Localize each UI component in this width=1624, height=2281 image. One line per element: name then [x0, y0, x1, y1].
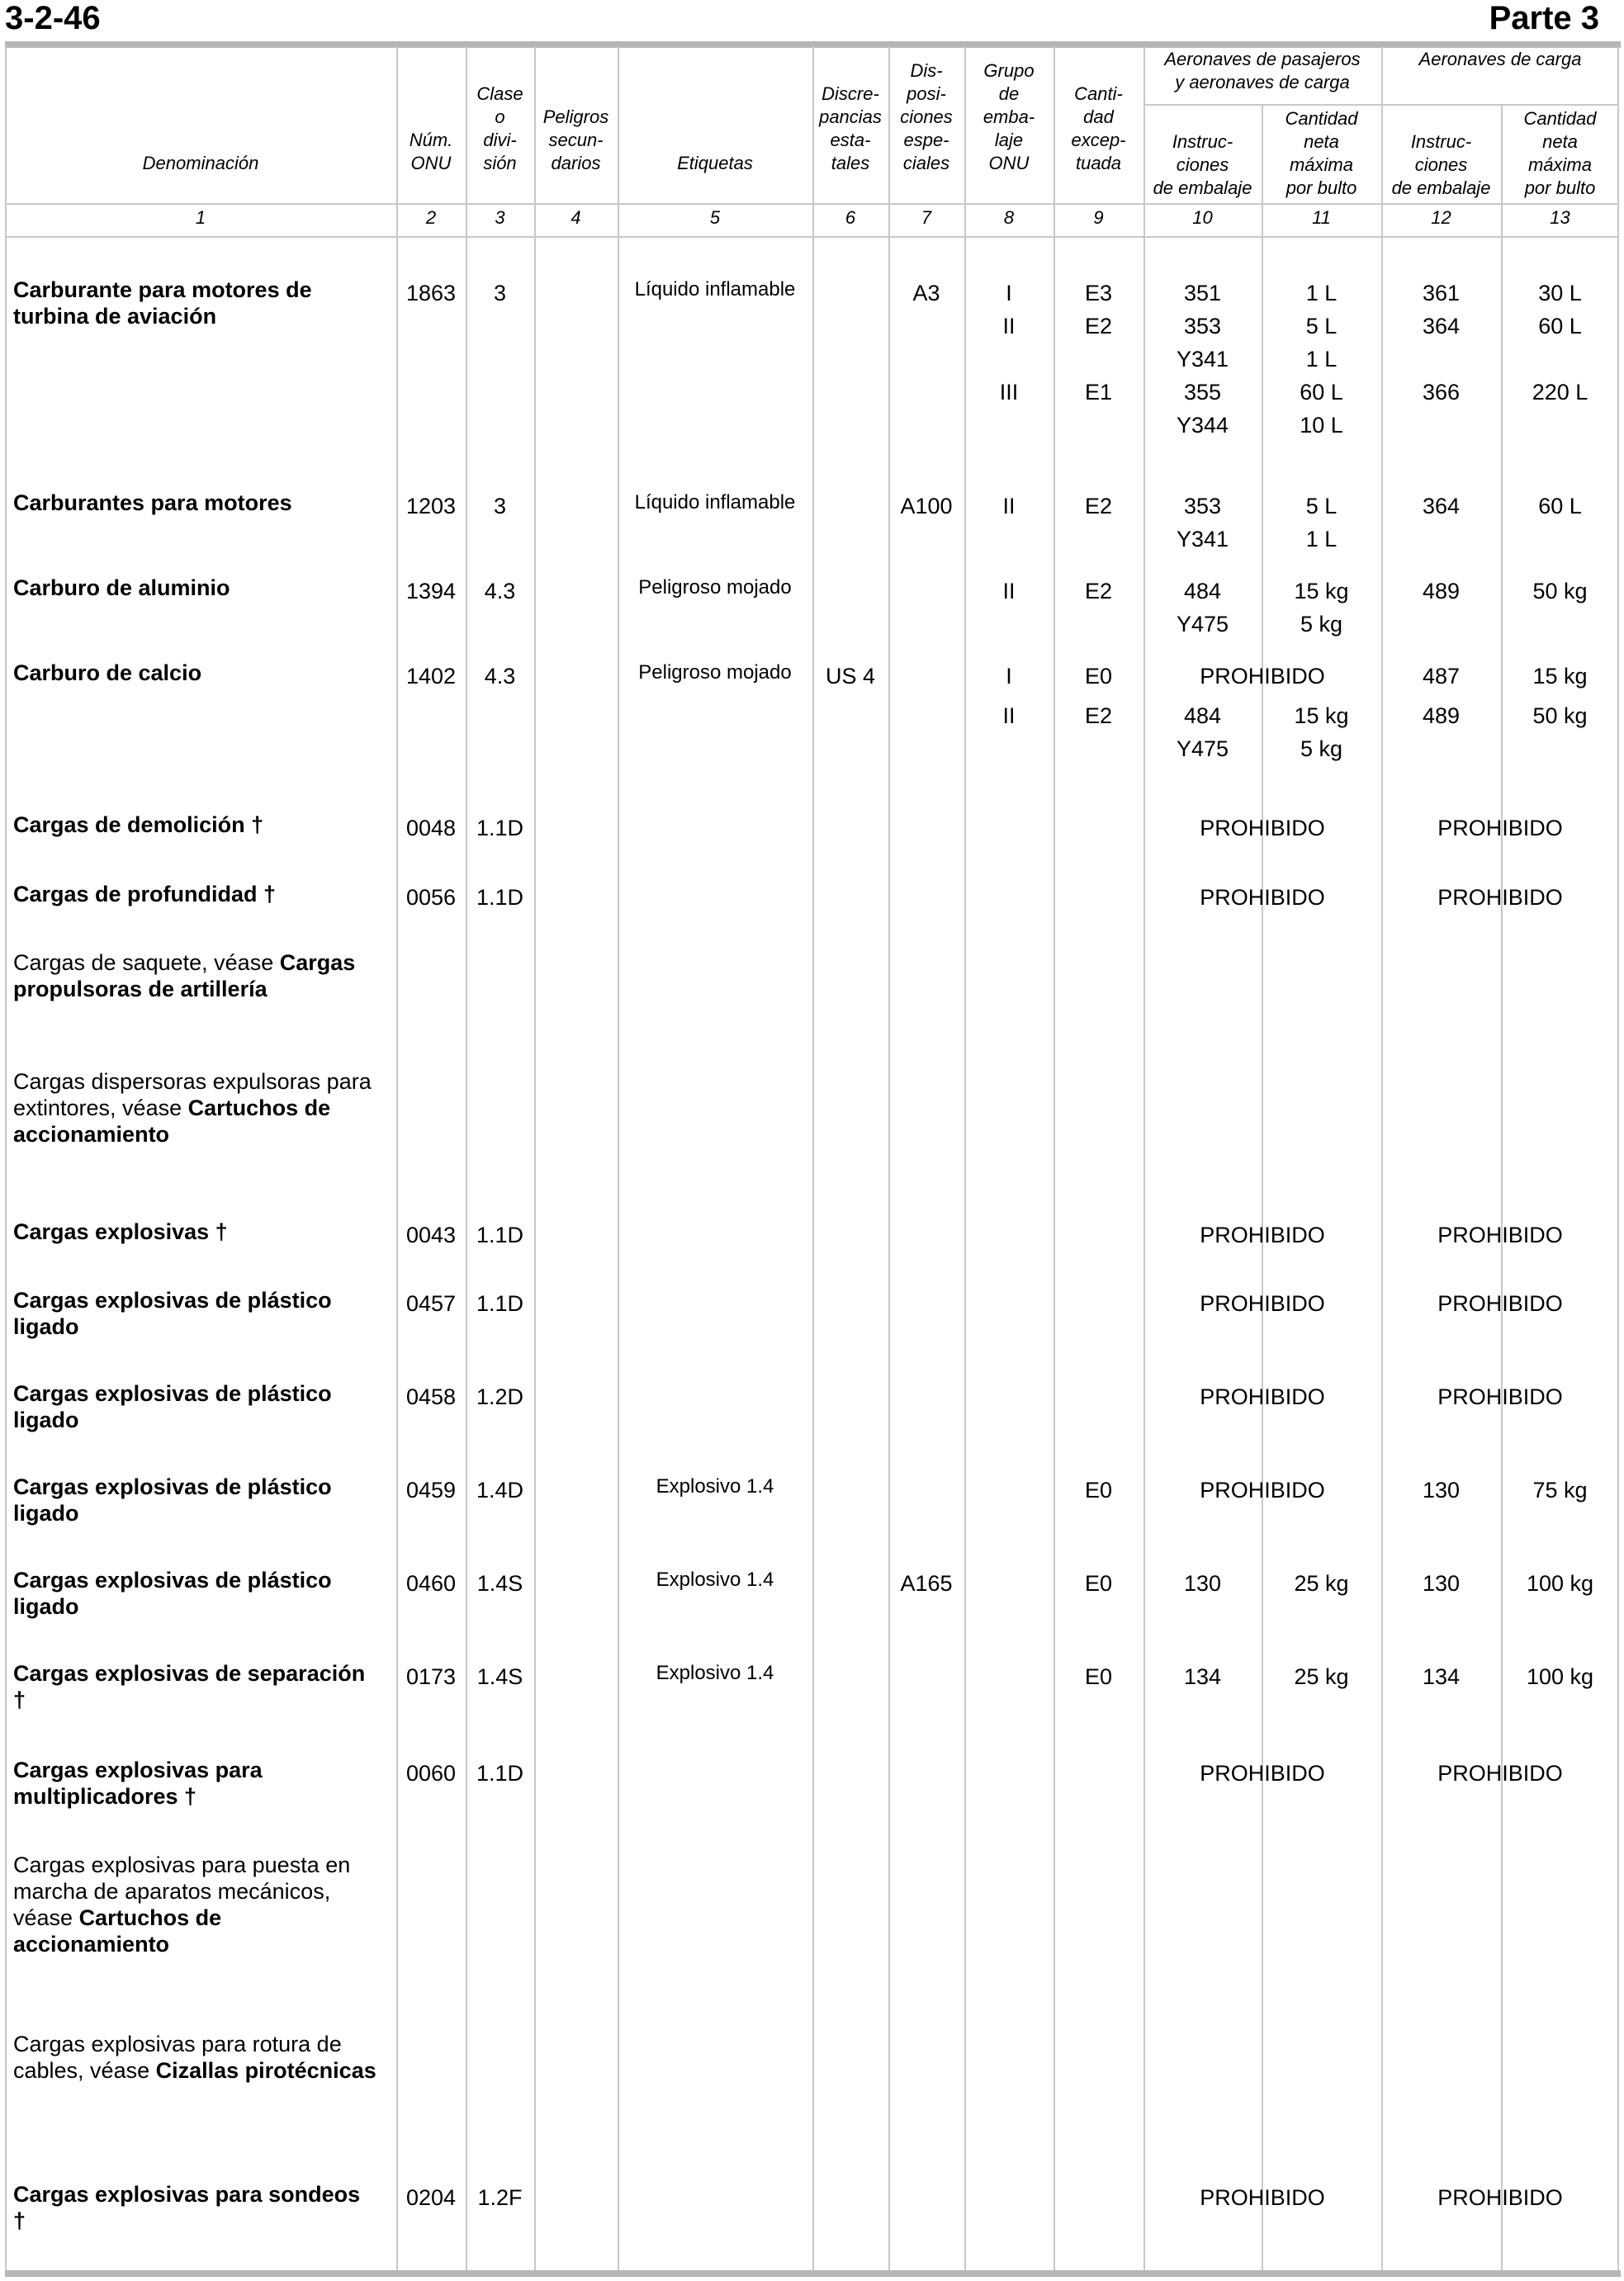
packing-instruction: 484: [1183, 579, 1222, 603]
entry-cross-reference: [13, 1068, 376, 1148]
cargo-packing-instruction: 487: [1422, 664, 1461, 689]
entry-name-bold: Cargas de demolición †: [13, 812, 264, 837]
col-header-cargo-packing-instruction: Instruc- ciones de embalaje: [1391, 131, 1491, 198]
col-header-class: Clase o divi- sión: [476, 83, 523, 173]
cargo-prohibited: PROHIBIDO: [1437, 885, 1563, 910]
excepted-quantity: E1: [1084, 380, 1113, 405]
col-header-excepted-quantity: Canti- dad excep- tuada: [1071, 83, 1126, 173]
entry-name: [13, 1380, 376, 1433]
packing-group: III: [999, 380, 1019, 405]
col-number: 2: [425, 207, 437, 228]
entry-name: [13, 881, 376, 907]
hazard-label: Líquido inflamable: [634, 278, 796, 301]
packing-instruction: 484: [1183, 703, 1222, 728]
packing-group: I: [1006, 281, 1012, 305]
hazard-class: 1.1D: [476, 885, 524, 910]
entry-name-bold: Cargas explosivas de plástico ligado: [13, 1474, 332, 1526]
un-number: 0459: [405, 1478, 457, 1503]
cargo-prohibited: PROHIBIDO: [1437, 1761, 1563, 1786]
entry-name-bold: Cizallas pirotécnicas: [155, 2058, 376, 2083]
excepted-quantity: E2: [1084, 703, 1113, 728]
hazard-class: 1.4S: [476, 1571, 523, 1596]
entry-name-bold: Cargas explosivas †: [13, 1219, 228, 1244]
entry-name-plain: Cargas de saquete, véase: [13, 950, 280, 975]
page-section-number: 3-2-46: [5, 0, 101, 36]
un-number: 0043: [405, 1223, 457, 1247]
column-divider: [812, 46, 814, 2270]
col-number: 11: [1312, 207, 1331, 228]
excepted-quantity: E0: [1084, 1571, 1113, 1596]
cargo-prohibited: PROHIBIDO: [1437, 1384, 1563, 1409]
column-divider: [396, 46, 398, 2270]
un-number: 0204: [405, 2185, 457, 2210]
hazard-class: 1.1D: [476, 816, 524, 840]
passenger-prohibited: PROHIBIDO: [1200, 1291, 1325, 1316]
hazard-class: 1.4D: [476, 1478, 524, 1503]
packing-instruction: Y341: [1176, 527, 1229, 551]
entry-cross-reference: [13, 1852, 376, 1957]
max-net-quantity: 15 kg: [1294, 703, 1349, 728]
excepted-quantity: E2: [1084, 579, 1113, 603]
un-number: 1394: [405, 579, 457, 603]
passenger-prohibited: PROHIBIDO: [1200, 2185, 1325, 2210]
un-number: 0460: [405, 1571, 457, 1596]
max-net-quantity: 5 kg: [1300, 736, 1343, 761]
un-number: 0048: [405, 816, 457, 840]
cargo-prohibited: PROHIBIDO: [1437, 816, 1563, 840]
cargo-packing-instruction: 364: [1422, 314, 1461, 338]
entry-name: [13, 1567, 376, 1620]
excepted-quantity: E2: [1084, 494, 1113, 518]
col-header-max-net-quantity: Cantidad neta máxima por bulto: [1285, 108, 1358, 198]
packing-instruction: 353: [1183, 314, 1222, 338]
group-header-rule: [1143, 104, 1619, 106]
packing-instruction: 351: [1183, 281, 1222, 305]
entry-name-plain: Cargas explosivas para rotura de cables, véase: [13, 2032, 342, 2083]
entry-name: [13, 2181, 376, 2234]
packing-group: II: [1002, 494, 1016, 518]
cargo-max-net-quantity: 100 kg: [1526, 1664, 1594, 1689]
un-number: 0457: [405, 1291, 457, 1316]
cargo-packing-instruction: 366: [1422, 380, 1461, 405]
excepted-quantity: E0: [1084, 664, 1113, 689]
max-net-quantity: 5 kg: [1300, 612, 1343, 637]
col-number: 6: [845, 207, 856, 228]
entry-name-bold: Cargas propulsoras de artillería: [13, 950, 356, 1001]
entry-name-bold: Cargas explosivas de plástico ligado: [13, 1381, 332, 1432]
max-net-quantity: 1 L: [1305, 281, 1338, 305]
hazard-label: Líquido inflamable: [634, 491, 796, 513]
page-part-label: Parte 3: [1489, 0, 1599, 36]
col-header-denominacion: Denominación: [142, 153, 259, 173]
col-header-packing-instruction: Instruc- ciones de embalaje: [1153, 131, 1252, 198]
column-divider: [888, 46, 890, 2270]
packing-instruction: 355: [1183, 380, 1222, 405]
excepted-quantity: E3: [1084, 281, 1113, 305]
column-divider: [466, 46, 467, 2270]
col-header-special-provisions: Dis- posi- ciones espe- ciales: [900, 60, 953, 173]
cargo-prohibited: PROHIBIDO: [1437, 1291, 1563, 1316]
un-number: 0056: [405, 885, 457, 910]
col-header-labels: Etiquetas: [677, 153, 753, 173]
max-net-quantity: 1 L: [1305, 347, 1338, 371]
special-provision: A100: [900, 494, 953, 518]
entry-name: [13, 1219, 376, 1245]
passenger-prohibited: PROHIBIDO: [1200, 885, 1325, 910]
entry-name-plain: Cargas dispersoras expulsoras para extintores, véase: [13, 1069, 372, 1120]
packing-group: I: [1006, 664, 1012, 689]
col-number: 13: [1550, 207, 1570, 228]
cargo-max-net-quantity: 220 L: [1532, 380, 1588, 405]
cargo-packing-instruction: 134: [1422, 1664, 1461, 1689]
hazard-class: 1.1D: [476, 1223, 524, 1247]
excepted-quantity: E0: [1084, 1664, 1113, 1689]
packing-instruction: Y475: [1176, 736, 1229, 761]
passenger-prohibited: PROHIBIDO: [1200, 664, 1325, 689]
cargo-max-net-quantity: 30 L: [1538, 281, 1582, 305]
passenger-prohibited: PROHIBIDO: [1200, 1223, 1325, 1247]
un-number: 1863: [405, 281, 457, 305]
col-number: 12: [1431, 207, 1451, 228]
entry-name: [13, 1287, 376, 1340]
packing-group: II: [1002, 579, 1016, 603]
entry-name-bold: Cargas explosivas de plástico ligado: [13, 1288, 332, 1339]
packing-group: II: [1002, 314, 1016, 338]
entry-cross-reference: [13, 2031, 376, 2084]
entry-name-bold: Cargas explosivas para sondeos †: [13, 2182, 361, 2233]
cargo-packing-instruction: 130: [1422, 1571, 1461, 1596]
hazard-label: Explosivo 1.4: [656, 1662, 774, 1684]
hazard-class: 1.4S: [476, 1664, 523, 1689]
special-provision: A3: [912, 281, 940, 305]
column-divider: [618, 46, 619, 2270]
passenger-prohibited: PROHIBIDO: [1200, 1761, 1325, 1786]
packing-instruction: Y475: [1176, 612, 1229, 637]
entry-name: [13, 490, 376, 516]
cargo-packing-instruction: 489: [1422, 703, 1461, 728]
passenger-prohibited: PROHIBIDO: [1200, 1384, 1325, 1409]
col-group-passenger-cargo-aircraft: Aeronaves de pasajeros y aeronaves de carga: [1164, 49, 1361, 92]
entry-name-bold: Cargas de profundidad †: [13, 882, 277, 906]
col-header-un-number: Núm. ONU: [409, 130, 453, 173]
entry-name-bold: Cargas explosivas para multiplicadores †: [13, 1758, 263, 1809]
cargo-max-net-quantity: 50 kg: [1532, 703, 1588, 728]
un-number: 1203: [405, 494, 457, 518]
max-net-quantity: 15 kg: [1294, 579, 1349, 603]
entry-name: [13, 1757, 376, 1810]
cargo-max-net-quantity: 100 kg: [1526, 1571, 1594, 1596]
column-divider: [1501, 104, 1503, 2270]
hazard-class: 4.3: [484, 664, 516, 689]
col-number: 7: [921, 207, 932, 228]
entry-name-bold: Carburante para motores de turbina de aviación: [13, 277, 312, 329]
entry-name: [13, 1474, 376, 1526]
max-net-quantity: 60 L: [1300, 380, 1343, 405]
packing-instruction: 130: [1183, 1571, 1222, 1596]
entry-name-bold: Carburo de calcio: [13, 660, 202, 685]
max-net-quantity: 10 L: [1300, 413, 1343, 438]
entry-name: [13, 277, 376, 329]
entry-name: [13, 660, 376, 686]
max-net-quantity: 1 L: [1305, 527, 1338, 551]
entry-name: [13, 575, 376, 601]
header-rule: [5, 203, 1619, 205]
hazard-class: 1.2D: [476, 1384, 524, 1409]
col-number: 9: [1093, 207, 1104, 228]
packing-instruction: 353: [1183, 494, 1222, 518]
entry-name-bold: Cargas explosivas de plástico ligado: [13, 1568, 332, 1619]
col-number: 4: [571, 207, 581, 228]
entry-name-bold: Carburo de aluminio: [13, 575, 230, 600]
cargo-packing-instruction: 361: [1422, 281, 1461, 305]
max-net-quantity: 25 kg: [1294, 1664, 1349, 1689]
excepted-quantity: E0: [1084, 1478, 1113, 1503]
cargo-packing-instruction: 364: [1422, 494, 1461, 518]
packing-instruction: Y341: [1176, 347, 1229, 371]
entry-name: [13, 1660, 376, 1713]
hazard-class: 4.3: [484, 579, 516, 603]
cargo-max-net-quantity: 60 L: [1538, 494, 1582, 518]
passenger-prohibited: PROHIBIDO: [1200, 816, 1325, 840]
packing-instruction: 134: [1183, 1664, 1222, 1689]
cargo-prohibited: PROHIBIDO: [1437, 1223, 1563, 1247]
entry-name-bold: Cartuchos de accionamiento: [13, 1905, 222, 1957]
col-number: 10: [1192, 207, 1213, 228]
col-number: 5: [709, 207, 721, 228]
hazard-class: 1.2F: [477, 2185, 523, 2210]
max-net-quantity: 25 kg: [1294, 1571, 1349, 1596]
col-header-cargo-max-net-quantity: Cantidad neta máxima por bulto: [1523, 108, 1597, 198]
col-header-state-variations: Discre- pancias esta- tales: [819, 83, 882, 173]
passenger-prohibited: PROHIBIDO: [1200, 1478, 1325, 1503]
cargo-max-net-quantity: 60 L: [1538, 314, 1582, 338]
entry-name-bold: Cartuchos de accionamiento: [13, 1096, 331, 1147]
column-divider: [534, 46, 536, 2270]
max-net-quantity: 5 L: [1305, 494, 1338, 518]
col-number: 3: [495, 207, 505, 228]
cargo-packing-instruction: 489: [1422, 579, 1461, 603]
packing-instruction: Y344: [1176, 413, 1229, 438]
cargo-max-net-quantity: 75 kg: [1532, 1478, 1588, 1503]
un-number: 0173: [405, 1664, 457, 1689]
cargo-packing-instruction: 130: [1422, 1478, 1461, 1503]
col-group-cargo-aircraft: Aeronaves de carga: [1418, 49, 1582, 69]
max-net-quantity: 5 L: [1305, 314, 1338, 338]
excepted-quantity: E2: [1084, 314, 1113, 338]
un-number: 0060: [405, 1761, 457, 1786]
entry-name-bold: Carburantes para motores: [13, 490, 292, 515]
hazard-class: 1.1D: [476, 1291, 524, 1316]
col-header-subsidiary-hazards: Peligros secun- darios: [542, 106, 609, 173]
table-left-border: [5, 46, 7, 2270]
hazard-label: Peligroso mojado: [638, 661, 792, 684]
entry-name: [13, 812, 376, 838]
cargo-prohibited: PROHIBIDO: [1437, 2185, 1563, 2210]
hazard-class: 1.1D: [476, 1761, 524, 1786]
bottom-rule: [5, 2270, 1621, 2277]
entry-name-bold: Cargas explosivas de separación †: [13, 1661, 366, 1712]
entry-name-plain: Cargas explosivas para puesta en marcha de aparatos mecánicos, véase: [13, 1853, 351, 1930]
entry-cross-reference: [13, 949, 376, 1002]
un-number: 0458: [405, 1384, 457, 1409]
col-number: 8: [1003, 207, 1015, 228]
hazard-label: Peligroso mojado: [638, 576, 792, 599]
hazard-class: 3: [493, 281, 507, 305]
col-number: 1: [195, 207, 206, 228]
column-number-rule: [5, 236, 1619, 238]
un-number: 1402: [405, 664, 457, 689]
special-provision: A165: [900, 1571, 953, 1596]
col-header-packing-group: Grupo de emba- laje ONU: [982, 60, 1035, 173]
hazard-label: Explosivo 1.4: [656, 1475, 774, 1498]
hazard-label: Explosivo 1.4: [656, 1569, 774, 1591]
cargo-max-net-quantity: 15 kg: [1532, 664, 1588, 689]
cargo-max-net-quantity: 50 kg: [1532, 579, 1588, 603]
state-variation: US 4: [825, 664, 876, 689]
hazard-class: 3: [493, 494, 507, 518]
packing-group: II: [1002, 703, 1016, 728]
